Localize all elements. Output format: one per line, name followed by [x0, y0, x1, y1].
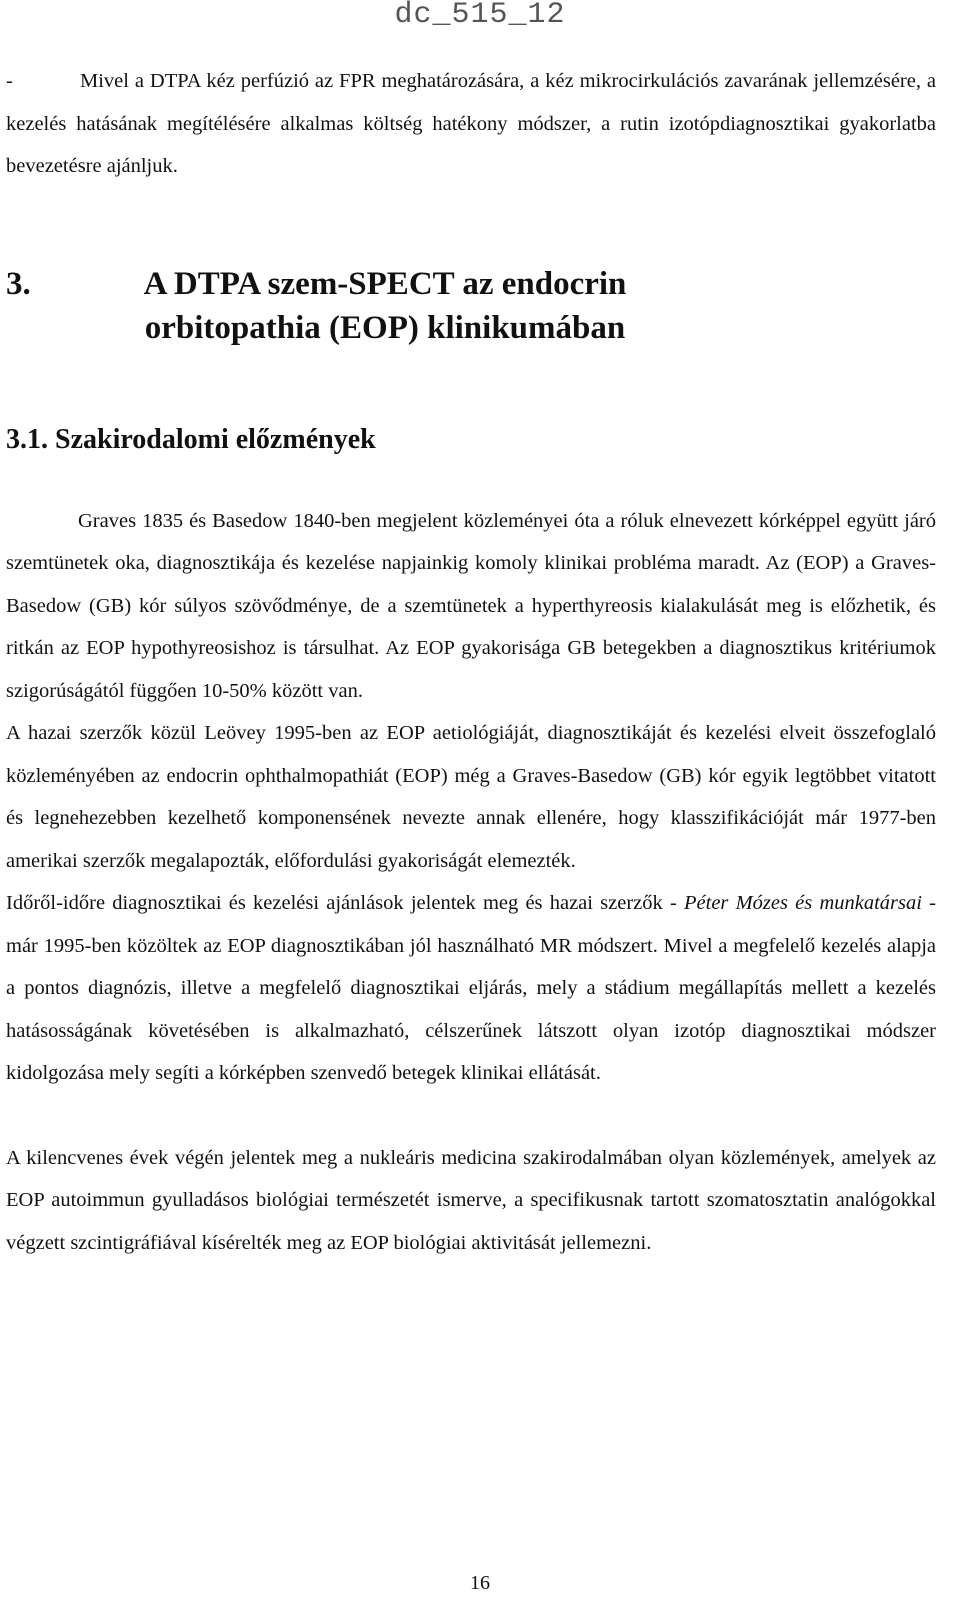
paragraph-leovey: A hazai szerzők közül Leövey 1995-ben az EOP aetiológiáját, diagnosztikáját és kezelési elveit összefoglaló közleményében az endocrin ophthalmopathiát (EOP) még a Graves-Basedow (GB) kór egyik legtöbbet vitatott és legnehezebben kezelhető komponensének nevezte annak ellenére, hogy klasszifikációját már 1977-ben amerikai szerzők megalapozták, előfordulási gyakoriságát elemezték.	[6, 722, 936, 872]
page-number: 16	[470, 1572, 490, 1594]
chapter-number: 3.	[6, 265, 31, 302]
paragraph-diagnostics	[6, 882, 936, 1095]
paragraph-diagnostics-end: - már 1995-ben közöltek az EOP diagnosztikában jól használható MR módszert. Mivel a megfelelő kezelés alapja a pontos diagnózis, illetve a megfelelő diagnosztikai eljárás, mely a stádium megállapítás mellett a kezelés hatásosságának követésében is alkalmazható, célszerűnek látszott olyan izotóp diagnosztikai módszer kidolgozása mely segíti a kórképben szenvedő betegek klinikai ellátását.	[6, 892, 936, 1084]
author-citation: Péter Mózes és munkatársai	[684, 892, 922, 914]
bullet-text: Mivel a DTPA kéz perfúzió az FPR meghatározására, a kéz mikrocirkulációs zavarának jellemzésére, a kezelés hatásának megítélésére alkalmas költség hatékony módszer, a rutin izotópdiagnosztikai gyakorlatba bevezetésre ajánljuk.	[6, 70, 936, 177]
section-heading: 3.1. Szakirodalomi előzmények	[6, 423, 376, 455]
paragraph-graves-basedow: Graves 1835 és Basedow 1840-ben megjelent közleményei óta a róluk elnevezett kórképpel együtt járó szemtünetek oka, diagnosztikája és kezelése napjainkig komoly klinikai probléma maradt. Az (EOP) a Graves-Basedow (GB) kór súlyos szövődménye, de a szemtünetek a hyperthyreosis kialakulását meg is előzhetik, és ritkán az EOP hypothyreosishoz is társulhat. Az EOP gyakorisága GB betegekben a diagnosztikus kritériumok szigorúságától függően 10-50% között van.	[6, 509, 936, 702]
bullet-paragraph	[6, 60, 936, 188]
bullet-dash: -	[6, 70, 13, 92]
paragraph-nineties: A kilencvenes évek végén jelentek meg a nukleáris medicina szakirodalmában olyan közlemények, amelyek az EOP autoimmun gyulladásos biológiai természetét ismerve, a specifikusnak tartott szomatosztatin analógokkal végzett szcintigráfiával kísérelték meg az EOP biológiai aktivitását jellemezni.	[6, 1146, 936, 1254]
chapter-title: A DTPA szem-SPECT az endocrin orbitopathia (EOP) klinikumában	[143, 265, 627, 346]
chapter-heading	[6, 262, 936, 350]
document-code-header: dc_515_12	[394, 0, 566, 32]
page-content	[6, 60, 936, 1264]
paragraph-diagnostics-start: Időről-időre diagnosztikai és kezelési ajánlások jelentek meg és hazai szerzők -	[6, 892, 684, 914]
